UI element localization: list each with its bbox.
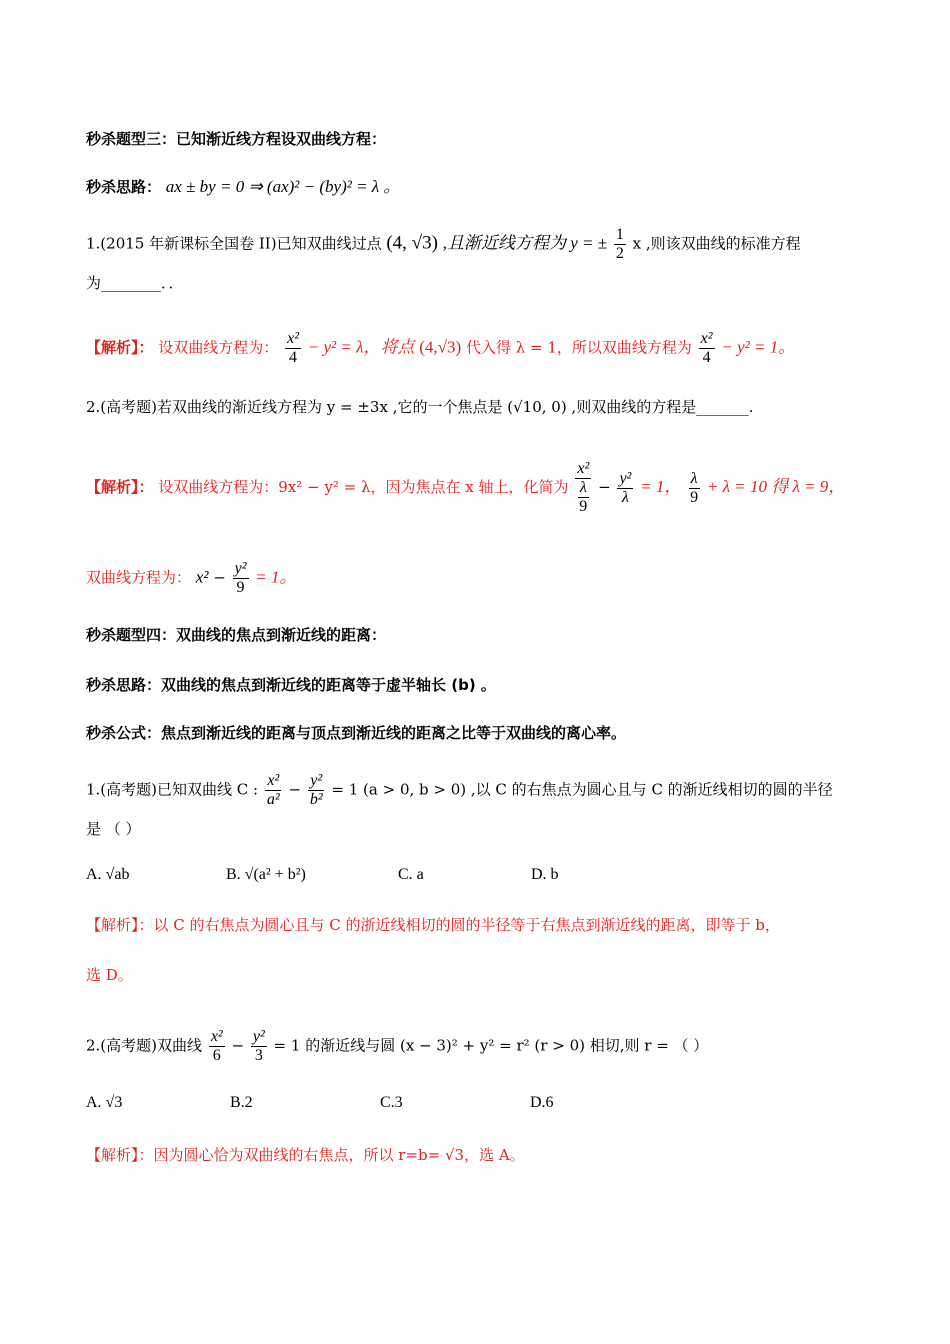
- q4-1-solution-2: 选 D。: [86, 966, 133, 984]
- q3-2-question: 2.(高考题)若双曲线的渐近线方程为 y = ±3x ,它的一个焦点是 (√10, 0) ,则双曲线的方程是_______.: [86, 398, 754, 416]
- sol-text-c: 代入得 λ = 1，所以双曲线方程为: [465, 338, 692, 357]
- q3-1-solution: [86, 330, 870, 367]
- frac-den: 3: [254, 1047, 263, 1064]
- frac-num: 1: [615, 226, 624, 243]
- sol-frac-x2-4b: [699, 330, 715, 367]
- q4-2-choice-d[interactable]: D.6: [530, 1094, 554, 1111]
- sol-x2: x²: [195, 567, 209, 587]
- sol-text-d: 双曲线方程为：: [86, 568, 192, 587]
- section3-heading: 秒杀题型三：已知渐近线方程设双曲线方程：: [86, 130, 387, 148]
- frac-den: a²: [266, 791, 280, 808]
- sol-text-c: + λ = 10 得 λ = 9，: [706, 477, 846, 496]
- frac-num: x²: [700, 330, 713, 347]
- frac-den: [575, 479, 591, 516]
- solution-label: 【解析】：: [86, 478, 154, 496]
- frac-den: 4: [702, 349, 711, 366]
- q3-2-solution-result: 双曲线方程为： x² − $\frac{\text{y²}}{9}$ = 1。: [86, 560, 297, 596]
- frac-den: 6: [212, 1047, 221, 1064]
- q4-1-text-a: 1.(高考题)已知双曲线 C :: [86, 780, 259, 799]
- sol-frac-x2-lambda9: [575, 460, 591, 516]
- q4-1-solution: 【解析】：以 C 的右焦点为圆心且与 C 的浙近线相切的圆的半径等于右焦点到渐近线的距离，即等于 b，: [86, 916, 780, 934]
- q4-2-choice-c[interactable]: C.3: [380, 1094, 403, 1111]
- q4-1-text-c: 是 （ ）: [86, 820, 141, 838]
- q3-2-solution: 【解析】： 设双曲线方程为：9x² − y² = λ，因为焦点在 x 轴上，化简为 $\frac{\text{x²}}{\frac{\lambda}{9}}$ − $\frac{\text{y²}}{\lambda}$ = 1， $\frac{\lambda}{9}$ + λ = 10 得 λ = 9，: [86, 460, 846, 515]
- frac-x2-6: [209, 1028, 225, 1065]
- frac-den: b²: [309, 791, 323, 808]
- q4-1-choice-c[interactable]: C. a: [398, 866, 424, 883]
- frac-num: y²: [619, 469, 632, 487]
- q4-1-choice-a[interactable]: A. √ab: [86, 866, 130, 883]
- frac-den: 9: [690, 488, 699, 506]
- section3-idea: [86, 176, 870, 198]
- q4-1-question: 1.(高考题)已知双曲线 C : $\frac{\text{x²}}{\text{a²}}$ − $\frac{\text{y²}}{\text{b²}}$ = 1 (a > 0, b > 0) ,以 C 的右焦点为圆心且与 C 的渐近线相切的圆的半径: [86, 772, 833, 808]
- idea-label: 秒杀思路：: [86, 178, 162, 196]
- section4-heading: 秒杀题型四：双曲线的焦点到渐近线的距离：: [86, 626, 387, 644]
- sol-text-b: = 1，: [640, 477, 682, 496]
- frac-num: λ: [690, 469, 698, 487]
- frac-num: y²: [252, 1028, 265, 1045]
- frac-den: λ: [621, 488, 629, 506]
- sol-point: (4,√3): [419, 337, 462, 357]
- frac-num: y²: [310, 772, 323, 789]
- q3-1-fraction: [614, 226, 626, 263]
- sol-frac-x2-4: [285, 330, 301, 367]
- frac-num: x²: [577, 460, 590, 477]
- q3-1-text-b: ,且渐近线方程为 y = ±: [442, 233, 608, 253]
- idea-formula: ax ± by = 0 ⇒ (ax)² − (by)² = λ 。: [165, 177, 401, 196]
- q3-1-text-a: 1.(2015 年新课标全国卷 II)已知双曲线过点: [86, 234, 382, 253]
- sol-text-a: 设双曲线方程为：: [158, 338, 279, 357]
- section4-formula: 秒杀公式：焦点到渐近线的距离与顶点到渐近线的距离之比等于双曲线的离心率。: [86, 724, 627, 742]
- sol-frac-y2-9: [233, 560, 249, 597]
- frac-y2-3: [251, 1028, 267, 1065]
- sol-text-e: = 1。: [255, 567, 297, 587]
- frac-num: x²: [267, 772, 280, 789]
- frac-num: x²: [287, 330, 299, 347]
- solution-label: 【解析】：: [86, 338, 154, 357]
- q4-2-choice-a[interactable]: A. √3: [86, 1094, 123, 1111]
- sol-frac-lambda-9: [688, 470, 700, 507]
- q4-1-text-b: = 1 (a > 0, b > 0) ,以 C 的右焦点为圆心且与 C 的渐近线相切的圆的半径: [331, 780, 833, 799]
- frac-den: 4: [289, 349, 298, 366]
- frac-den: 9: [579, 498, 588, 515]
- sol-text-a: 设双曲线方程为：9x² − y² = λ，因为焦点在 x 轴上，化简为: [158, 478, 569, 496]
- frac-den: 9: [236, 579, 245, 596]
- q4-2-choice-b[interactable]: B.2: [230, 1094, 253, 1111]
- q4-2-text-b: = 1 的渐近线与圆 (x − 3)² + y² = r² (r > 0) 相切,则 r = （ ）: [273, 1036, 709, 1055]
- q4-2-solution: 【解析】：因为圆心恰为双曲线的右焦点，所以 r=b= √3，选 A。: [86, 1146, 525, 1164]
- q4-1-choice-d[interactable]: D. b: [531, 866, 559, 883]
- frac-x2-a2: [265, 772, 282, 809]
- frac-num: x²: [210, 1028, 223, 1045]
- q3-1-answer-blank: 为________．．: [86, 274, 184, 292]
- frac-num: y²: [234, 560, 247, 577]
- sol-text-d: − y² = 1。: [721, 337, 796, 357]
- frac-num: λ: [579, 479, 587, 496]
- sol-text-b: − y² = λ，将点: [307, 337, 415, 357]
- q4-2-question: 2.(高考题)双曲线 $\frac{\text{x²}}{6}$ − $\frac{\text{y²}}{3}$ = 1 的渐近线与圆 (x − 3)² + y² = r² (r > 0) 相切,则 r = （ ）: [86, 1028, 709, 1064]
- q3-1-question: [86, 226, 870, 263]
- q3-1-point: (4, √3): [386, 232, 438, 254]
- q3-1-text-c: x ,则该双曲线的标准方程: [632, 234, 801, 253]
- q4-1-choice-b[interactable]: B. √(a² + b²): [226, 866, 306, 883]
- frac-y2-b2: [308, 772, 325, 809]
- sol-frac-y2-lambda: [617, 470, 633, 507]
- q4-2-text-a: 2.(高考题)双曲线: [86, 1036, 203, 1055]
- frac-den: 2: [615, 245, 624, 262]
- section4-idea: 秒杀思路：双曲线的焦点到渐近线的距离等于虚半轴长 (b) 。: [86, 676, 496, 694]
